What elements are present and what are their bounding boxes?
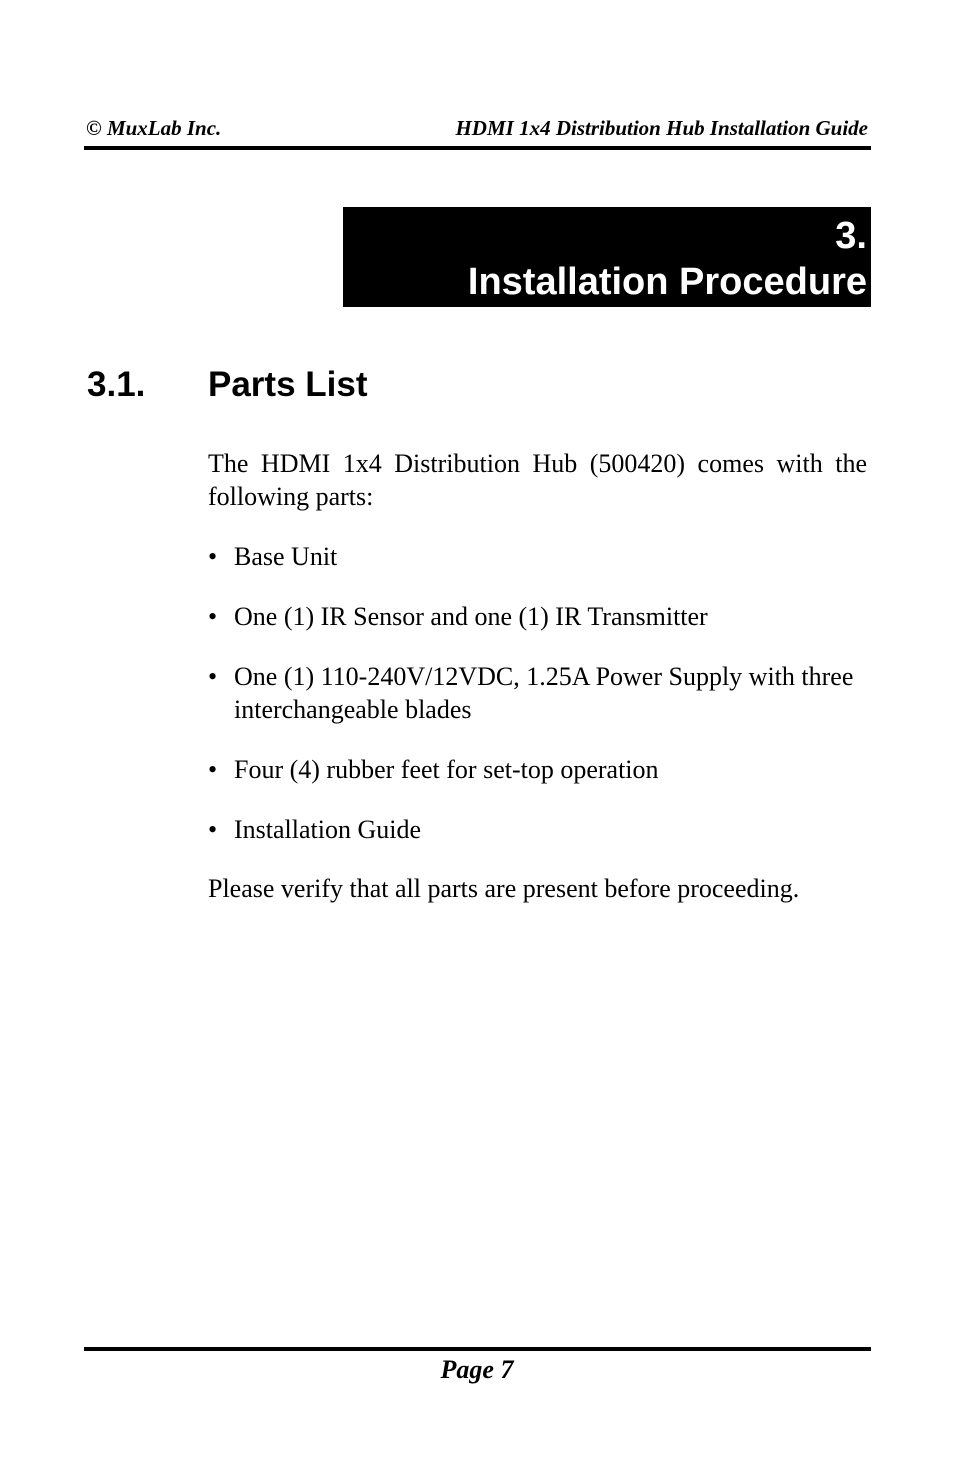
page-number: Page 7 — [440, 1355, 514, 1384]
list-item — [208, 753, 867, 786]
chapter-title: Installation Procedure — [467, 261, 867, 303]
intro-paragraph: The HDMI 1x4 Distribution Hub (500420) comes with the following parts: — [208, 449, 867, 511]
section-title: Parts List — [208, 365, 368, 404]
list-item-text: One (1) 110-240V/12VDC, 1.25A Power Supply with three interchangeable blades — [234, 662, 854, 724]
header-copyright: © MuxLab Inc. — [86, 116, 222, 140]
list-item-text: Base Unit — [234, 542, 338, 571]
footer-divider — [84, 1347, 871, 1351]
list-item-text: One (1) IR Sensor and one (1) IR Transmitter — [234, 602, 708, 631]
closing-paragraph: Please verify that all parts are present before proceeding. — [208, 874, 800, 903]
list-item-text: Installation Guide — [234, 815, 422, 844]
bullet-icon: • — [208, 815, 218, 844]
section-number: 3.1. — [87, 365, 146, 404]
list-item — [208, 540, 867, 573]
list-item — [208, 660, 867, 726]
chapter-number: 3. — [835, 215, 867, 257]
list-item — [208, 600, 867, 633]
chapter-banner — [343, 207, 871, 307]
bullet-icon: • — [208, 602, 218, 631]
header-document-title: HDMI 1x4 Distribution Hub Installation Guide — [455, 116, 868, 140]
bullet-icon: • — [208, 542, 218, 571]
list-item — [208, 813, 867, 846]
bullet-icon: • — [208, 755, 218, 784]
bullet-icon: • — [208, 662, 218, 691]
page-header — [84, 116, 870, 146]
list-item-text: Four (4) rubber feet for set-top operation — [234, 755, 659, 784]
section-body — [208, 447, 867, 905]
parts-list — [208, 540, 867, 846]
header-divider — [84, 146, 871, 150]
